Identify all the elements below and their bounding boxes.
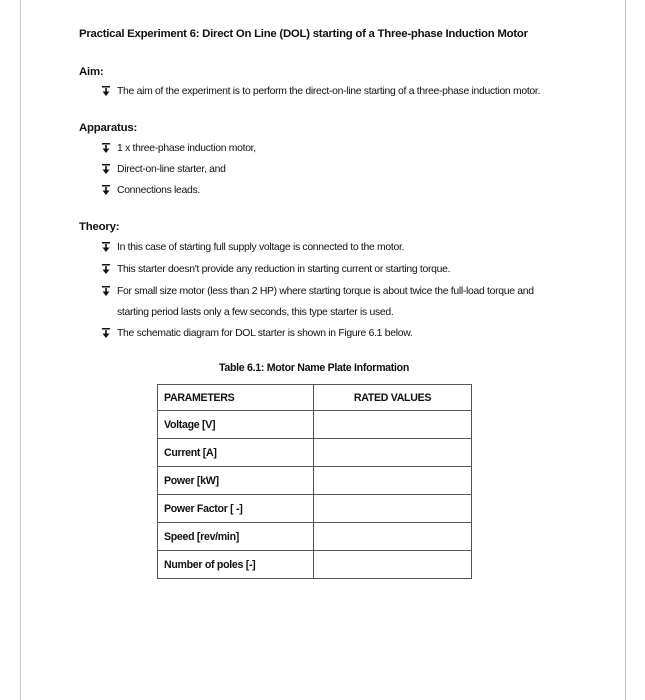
table-row: [158, 439, 472, 467]
param-cell: Current [A]: [158, 439, 314, 467]
arrow-down-bullet-icon: [100, 327, 112, 339]
value-cell: [314, 439, 472, 467]
theory-item-text: The schematic diagram for DOL starter is shown in Figure 6.1 below.: [117, 328, 413, 339]
table-row: [158, 495, 472, 523]
arrow-down-bullet-icon: [100, 263, 112, 275]
table-row: [158, 467, 472, 495]
value-cell: [314, 551, 472, 579]
name-plate-table: [157, 384, 472, 579]
param-cell: Number of poles [-]: [158, 551, 314, 579]
theory-item-text: In this case of starting full supply voltage is connected to the motor.: [117, 242, 405, 253]
arrow-down-bullet-icon: [100, 142, 112, 154]
header-rated-values: RATED VALUES: [314, 385, 472, 411]
table-caption: Table 6.1: Motor Name Plate Information: [218, 362, 409, 374]
page-right-edge: [625, 0, 626, 700]
param-cell: Voltage [V]: [158, 411, 314, 439]
param-cell: Power Factor [ -]: [158, 495, 314, 523]
arrow-down-bullet-icon: [100, 163, 112, 175]
theory-item-continuation: starting period lasts only a few seconds, this type starter is used.: [117, 307, 394, 318]
theory-item-text: This starter doesn't provide any reduction in starting current or starting torque.: [117, 264, 451, 275]
arrow-down-bullet-icon: [100, 285, 112, 297]
value-cell: [314, 495, 472, 523]
header-parameters: PARAMETERS: [158, 385, 314, 411]
param-cell: Power [kW]: [158, 467, 314, 495]
theory-heading: Theory:: [79, 221, 120, 233]
apparatus-item-text: Connections leads.: [117, 185, 200, 196]
arrow-down-bullet-icon: [100, 184, 112, 196]
arrow-down-bullet-icon: [100, 241, 112, 253]
page-title: Practical Experiment 6: Direct On Line (DOL) starting of a Three-phase Induction Motor: [79, 28, 528, 40]
aim-heading: Aim:: [79, 66, 104, 78]
param-cell: Speed [rev/min]: [158, 523, 314, 551]
apparatus-heading: Apparatus:: [79, 122, 138, 134]
value-cell: [314, 467, 472, 495]
apparatus-item-text: Direct-on-line starter, and: [117, 164, 226, 175]
aim-item-text: The aim of the experiment is to perform the direct-on-line starting of a three-phase induction motor.: [117, 86, 541, 97]
table-header-row: [158, 385, 472, 411]
table-row: [158, 411, 472, 439]
page-left-edge: [20, 0, 21, 700]
value-cell: [314, 523, 472, 551]
table-row: [158, 551, 472, 579]
theory-item-text: For small size motor (less than 2 HP) where starting torque is about twice the full-load torque and: [117, 286, 534, 297]
arrow-down-bullet-icon: [100, 85, 112, 97]
value-cell: [314, 411, 472, 439]
apparatus-item-text: 1 x three-phase induction motor,: [117, 143, 256, 154]
table-row: [158, 523, 472, 551]
